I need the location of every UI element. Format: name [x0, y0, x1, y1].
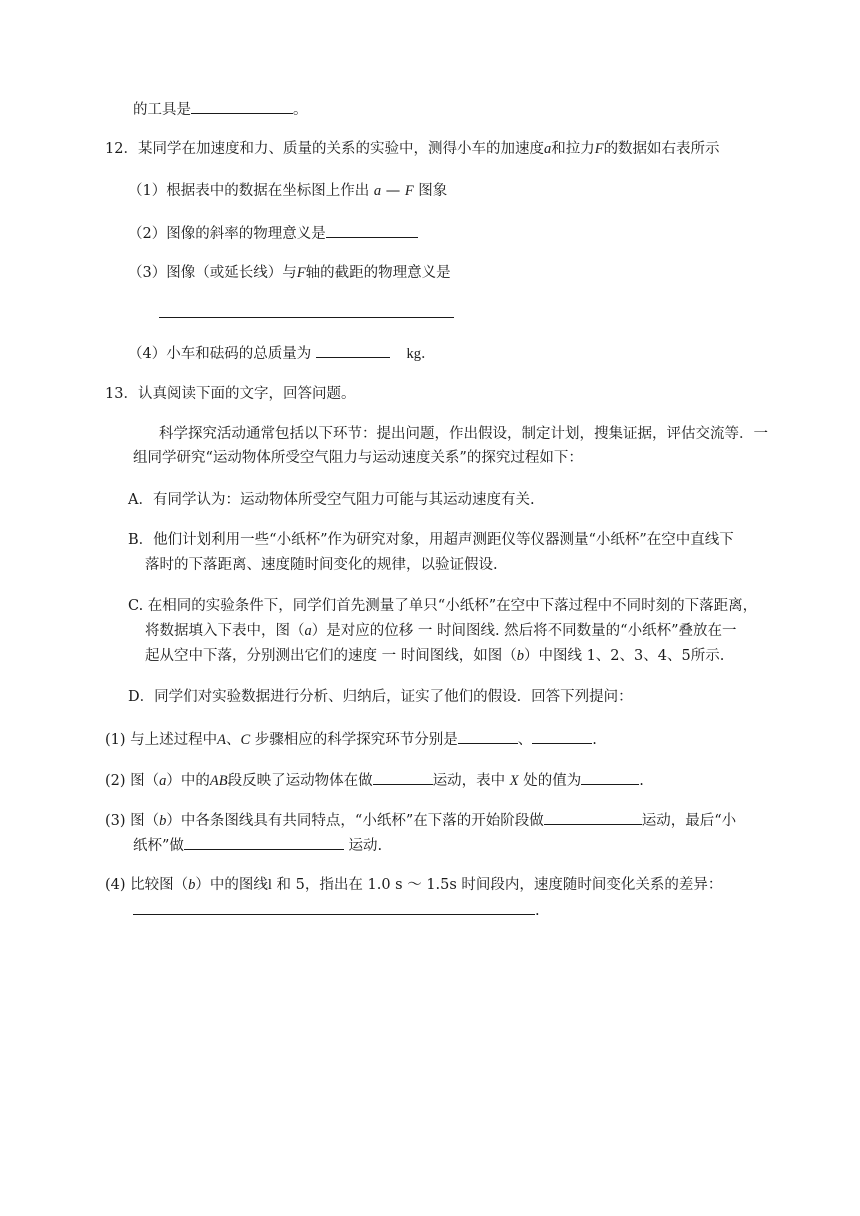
top-suffix: 。 — [293, 102, 308, 118]
answer-blank-s1-a[interactable] — [458, 728, 518, 744]
q13-c3-c: ）中图线 1、2、3、4、5所示. — [523, 648, 725, 664]
answer-blank-s1-c[interactable] — [532, 728, 592, 744]
q12-stem — [105, 139, 720, 159]
q13-para-2: 组同学研究“运动物体所受空气阻力与运动速度关系”的探究过程如下： — [133, 450, 583, 466]
q12-part-2 — [128, 222, 418, 244]
q12-p3-text-c: 轴的截距的物理意义是 — [305, 265, 451, 281]
s3-a: (3) 图（ — [105, 813, 160, 829]
q13-c3-a: 起从空中下落，分别测出它们的速度 一 时间图线，如图（ — [145, 648, 517, 664]
q13-sub-2 — [105, 769, 644, 791]
q12-p2-text: （2）图像的斜率的物理意义是 — [128, 226, 326, 242]
s1-sep: 、 — [226, 732, 241, 748]
s4-e: 和 5，指出在 1.0 s ～ 1.5s 时间段内，速度随时间变化关系的差异： — [271, 877, 723, 893]
q13-c2-a: 将数据填入下表中，图（ — [145, 623, 305, 639]
s1-A: A — [217, 732, 227, 748]
q12-var-F: F — [594, 141, 604, 157]
q13-sub-1 — [105, 728, 597, 750]
top-prefix: 的工具是 — [133, 102, 191, 118]
q12-p4-unit: kg． — [406, 346, 436, 362]
q13-step-A: A．有同学认为：运动物体所受空气阻力可能与其运动速度有关. — [128, 492, 535, 508]
q13-stem — [105, 384, 355, 404]
q13-number: 13． — [105, 386, 138, 402]
q13-sub-3-line-2 — [133, 834, 382, 856]
top-line — [133, 98, 308, 120]
s1-C: C — [240, 732, 251, 748]
s4-f: . — [535, 903, 540, 919]
q13-step-C-3 — [145, 646, 724, 666]
s4-fig: b — [188, 877, 196, 893]
q13-step-B-2: 落时的下落距离、速度随时间变化的规律，以验证假设. — [145, 557, 498, 573]
q13-step-B-1: B．他们计划利用一些“小纸杯”作为研究对象，用超声测距仪等仪器测量“小纸杯”在空中直线下 — [128, 532, 734, 548]
q12-p1-a: a — [373, 183, 382, 199]
q12-p3-F: F — [296, 265, 306, 281]
answer-blank-s4[interactable] — [133, 899, 535, 915]
s3-e: 纸杯”做 — [133, 838, 184, 854]
q13-para-1: 科学探究活动通常包括以下环节：提出问题，作出假设，制定计划，搜集证据，评估交流等．一 — [159, 426, 768, 442]
s1-f: 、 — [517, 732, 533, 748]
q13-c3-fig-b: b — [516, 648, 524, 664]
s4-c: ）中的图线 — [195, 877, 268, 893]
q13-sub-4-line-2 — [133, 899, 540, 921]
s3-c: ）中各条图线具有共同特点，“小纸杯”在下落的开始阶段做 — [166, 813, 544, 829]
q13-step-C-1: C. 在相同的实验条件下，同学们首先测量了单只“小纸杯”在空中下落过程中不同时刻的下落距离， — [128, 598, 758, 614]
q13-c2-c: ）是对应的位移 一 时间图线. 然后将不同数量的“小纸杯”叠放在一 — [311, 623, 737, 639]
q12-part-4 — [128, 342, 435, 364]
q13-intro: 认真阅读下面的文字，回答问题。 — [137, 386, 356, 402]
q12-text-2: 和拉力 — [551, 141, 595, 157]
q12-p3-text-a: （3）图像（或延长线）与 — [128, 265, 297, 281]
s3-f: 运动. — [343, 838, 383, 854]
s2-fig: a — [159, 773, 167, 789]
answer-blank-s2-motion[interactable] — [373, 769, 433, 785]
s3-fig: b — [159, 813, 167, 829]
q13-step-C-2 — [145, 621, 737, 641]
answer-blank-s3-start[interactable] — [544, 809, 642, 825]
s4-line-1: l — [267, 877, 272, 893]
answer-blank-s2-value[interactable] — [581, 769, 639, 785]
q12-part-1 — [128, 181, 447, 201]
answer-blank-intercept[interactable] — [159, 317, 454, 318]
q12-p1-dash: — — [385, 183, 401, 199]
answer-blank-tool[interactable] — [191, 98, 293, 114]
s4-a: (4) 比较图（ — [105, 877, 189, 893]
s2-f: 运动，表中 — [432, 773, 510, 789]
q12-p1-text: （1）根据表中的数据在坐标图上作出 — [128, 183, 370, 199]
q13-step-D: D．同学们对实验数据进行分析、归纳后，证实了他们的假设．回答下列提问： — [128, 689, 633, 705]
q13-sub-3-line-1 — [105, 809, 736, 831]
q13-sub-4-line-1 — [105, 875, 722, 895]
answer-blank-slope[interactable] — [326, 222, 418, 238]
q12-p1-end: 图象 — [418, 183, 448, 199]
q12-text-1: 某同学在加速度和力、质量的关系的实验中，测得小车的加速度 — [137, 141, 544, 157]
s2-i: . — [639, 773, 644, 789]
s1-a: (1) 与上述过程中 — [105, 732, 218, 748]
s1-g: . — [592, 732, 597, 748]
answer-blank-mass[interactable] — [316, 342, 390, 358]
q12-var-a: a — [543, 141, 552, 157]
q12-p4-text: （4）小车和砝码的总质量为 — [128, 346, 312, 362]
q13-c2-fig-a: a — [304, 623, 312, 639]
s2-h: 处的值为 — [518, 773, 582, 789]
s1-e: 步骤相应的科学探究环节分别是 — [250, 732, 458, 748]
s2-c: ）中的 — [166, 773, 210, 789]
s2-X: X — [509, 773, 519, 789]
s2-e: 段反映了运动物体在做 — [227, 773, 373, 789]
q12-part-3 — [128, 263, 451, 283]
s2-a: (2) 图（ — [105, 773, 160, 789]
s3-d: 运动，最后“小 — [641, 813, 737, 829]
answer-blank-s3-end[interactable] — [184, 834, 344, 850]
s2-AB: AB — [209, 773, 228, 789]
q12-number: 12． — [105, 141, 138, 157]
q12-p1-F: F — [404, 183, 414, 199]
q12-text-3: 的数据如右表所示 — [603, 141, 720, 157]
